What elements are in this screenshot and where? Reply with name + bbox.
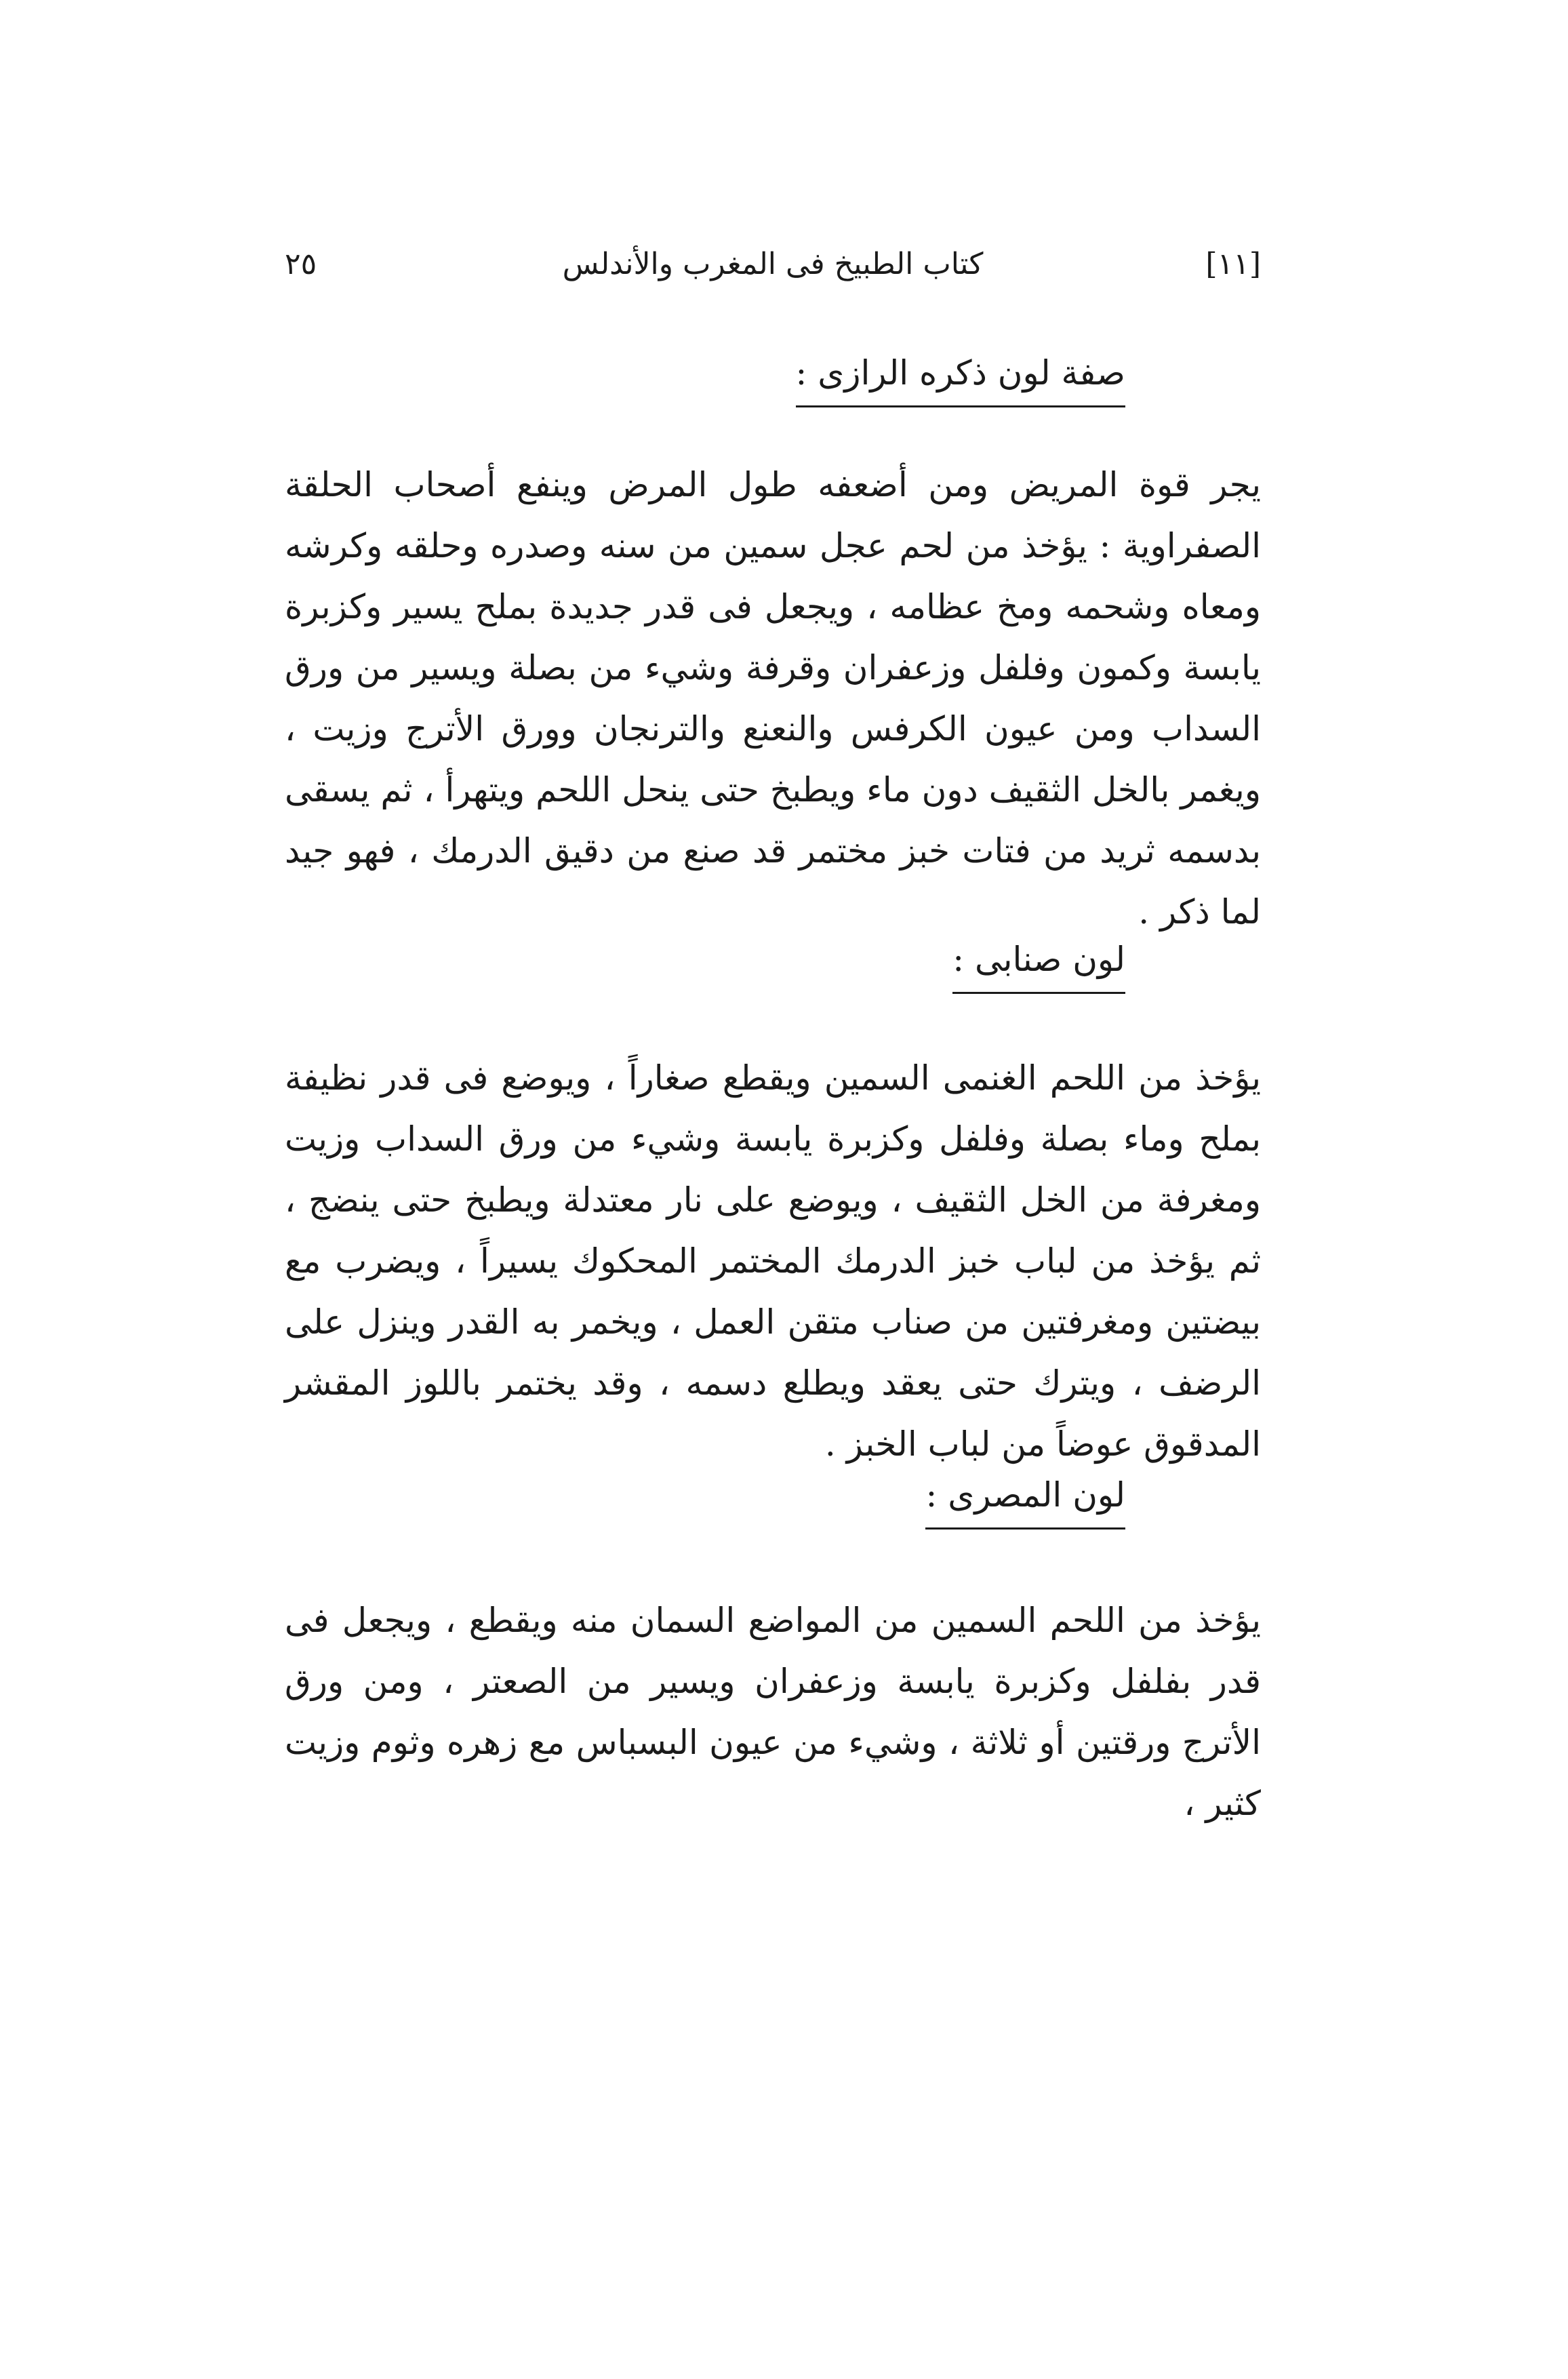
running-title: كتاب الطبيخ فى المغرب والأندلس <box>562 247 984 281</box>
paragraph-text: يؤخذ من اللحم الغنمى السمين ويقطع صغاراً ، ويوضع فى قدر نظيفة بملح وماء بصلة وفلفل وكزبرة يابسة وشيء من ورق السداب وزيت ومغرفة من الخل الثقيف ، ويوضع على نار معتدلة ويطبخ حتى ينضج ، ثم يؤخذ من لباب خبز الدرمك المختمر المحكوك يسيراً ، ويضرب مع بيضتين ومغرفتين من صناب متقن العمل ، ويخمر به القدر وينزل على الرضف ، ويترك حتى يعقد ويطلع دسمه ، وقد يختمر باللوز المقشر المدقوق عوضاً من لباب الخبز . <box>285 1058 1261 1464</box>
section-body-razi <box>285 454 1261 942</box>
paragraph-text: يؤخذ من اللحم السمين من المواضع السمان منه ويقطع ، ويجعل فى قدر بفلفل وكزبرة يابسة وزعفران ويسير من الصعتر ، ومن ورق الأترج ورقتين أو ثلاثة ، وشيء من عيون البسباس مع زهره وثوم وزيت كثير ، <box>285 1601 1261 1823</box>
section-heading-sunabi: لون صنابى : <box>952 932 1125 994</box>
section-heading-masri: لون المصرى : <box>925 1468 1125 1530</box>
running-header <box>285 241 1261 288</box>
section-body-sunabi <box>285 1047 1261 1475</box>
section-heading-razi: صفة لون ذكره الرازى : <box>796 346 1126 407</box>
section-body-masri <box>285 1590 1261 1834</box>
folio-number: [١١] <box>1205 247 1261 281</box>
paragraph-text: يجر قوة المريض ومن أضعفه طول المرض وينفع أصحاب الحلقة الصفراوية : يؤخذ من لحم عجل سمين من سنه وصدره وحلقه وكرشه ومعاه وشحمه ومخ عظامه ، ويجعل فى قدر جديدة بملح يسير وكزبرة يابسة وكمون وفلفل وزعفران وقرفة وشيء من بصلة ويسير من ورق السداب ومن عيون الكرفس والنعنع والترنجان وورق الأترج وزيت ، ويغمر بالخل الثقيف دون ماء ويطبخ حتى ينحل اللحم ويتهرأ ، ثم يسقى بدسمه ثريد من فتات خبز مختمر قد صنع من دقيق الدرمك ، فهو جيد لما ذكر . <box>285 465 1261 932</box>
page-number: ٢٥ <box>285 247 317 281</box>
